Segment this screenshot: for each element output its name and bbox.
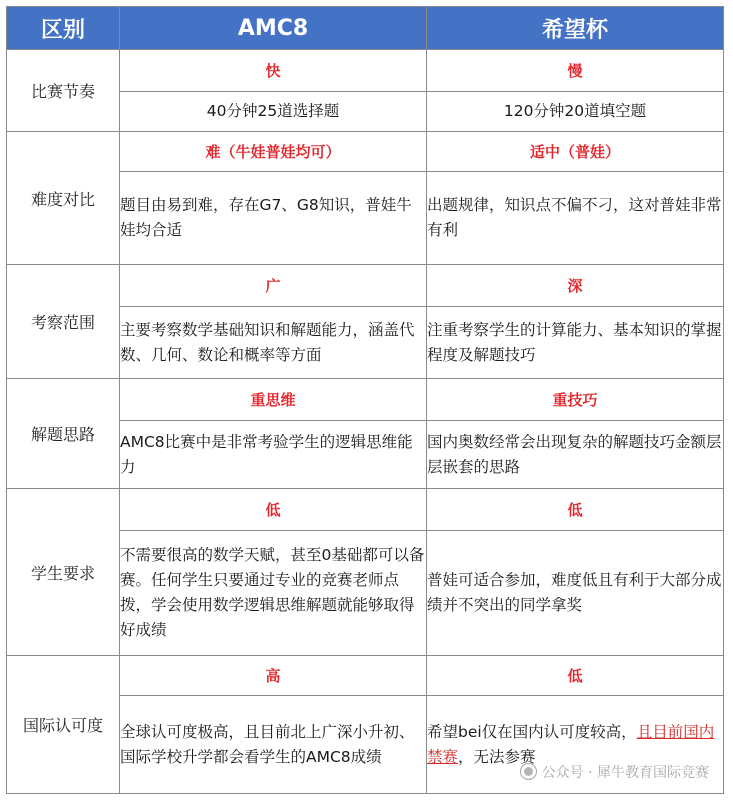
ban-notice-link[interactable]: 且目前国内禁赛 — [427, 722, 715, 766]
table-row — [7, 265, 724, 307]
table-row — [7, 50, 724, 92]
amc8-desc: 40分钟25道选择题 — [120, 92, 427, 132]
xwb-desc: 国内奥数经常会出现复杂的解题技巧金额层层嵌套的思路 — [427, 421, 724, 489]
xwb-level: 慢 — [427, 50, 724, 92]
amc8-level: 快 — [120, 50, 427, 92]
xwb-level: 低 — [427, 489, 724, 531]
header-row — [7, 7, 724, 50]
row-category: 解题思路 — [7, 379, 120, 489]
wechat-official-account-icon — [520, 763, 537, 780]
xwb-level: 重技巧 — [427, 379, 724, 421]
amc8-level: 广 — [120, 265, 427, 307]
amc8-level: 高 — [120, 656, 427, 696]
watermark-text: 公众号 · 犀牛教育国际竞赛 — [541, 765, 709, 781]
row-category: 考察范围 — [7, 265, 120, 379]
amc8-desc: 主要考察数学基础知识和解题能力，涵盖代数、几何、数论和概率等方面 — [120, 307, 427, 379]
header-amc8: AMC8 — [120, 7, 427, 50]
amc8-level: 难（牛娃普娃均可） — [120, 132, 427, 172]
xwb-desc: 注重考察学生的计算能力、基本知识的掌握程度及解题技巧 — [427, 307, 724, 379]
row-category: 难度对比 — [7, 132, 120, 265]
header-category: 区别 — [7, 7, 120, 50]
table-row — [7, 132, 724, 172]
header-xiwangbei: 希望杯 — [427, 7, 724, 50]
table-row — [7, 656, 724, 696]
table-row — [7, 489, 724, 531]
xwb-desc: 普娃可适合参加，难度低且有利于大部分成绩并不突出的同学拿奖 — [427, 531, 724, 656]
amc8-desc: 题目由易到难，存在G7、G8知识，普娃牛娃均合适 — [120, 172, 427, 265]
row-category: 国际认可度 — [7, 656, 120, 794]
xwb-desc: 出题规律，知识点不偏不刁，这对普娃非常有利 — [427, 172, 724, 265]
watermark — [520, 762, 709, 782]
row-category: 学生要求 — [7, 489, 120, 656]
amc8-level: 低 — [120, 489, 427, 531]
xwb-desc-text: ，无法参赛 — [458, 747, 536, 766]
amc8-level: 重思维 — [120, 379, 427, 421]
xwb-level: 深 — [427, 265, 724, 307]
xwb-desc: 120分钟20道填空题 — [427, 92, 724, 132]
row-category: 比赛节奏 — [7, 50, 120, 132]
comparison-table — [6, 6, 724, 794]
xwb-level: 适中（普娃） — [427, 132, 724, 172]
amc8-desc: 全球认可度极高，且目前北上广深小升初、国际学校升学都会看学生的AMC8成绩 — [120, 696, 427, 794]
amc8-desc: 不需要很高的数学天赋，甚至0基础都可以备赛。任何学生只要通过专业的竞赛老师点拨，学会使用数学逻辑思维解题就能够取得好成绩 — [120, 531, 427, 656]
xwb-level: 低 — [427, 656, 724, 696]
xwb-desc-text: 希望bei仅在国内认可度较高， — [427, 722, 637, 741]
amc8-desc: AMC8比赛中是非常考验学生的逻辑思维能力 — [120, 421, 427, 489]
table-row — [7, 379, 724, 421]
